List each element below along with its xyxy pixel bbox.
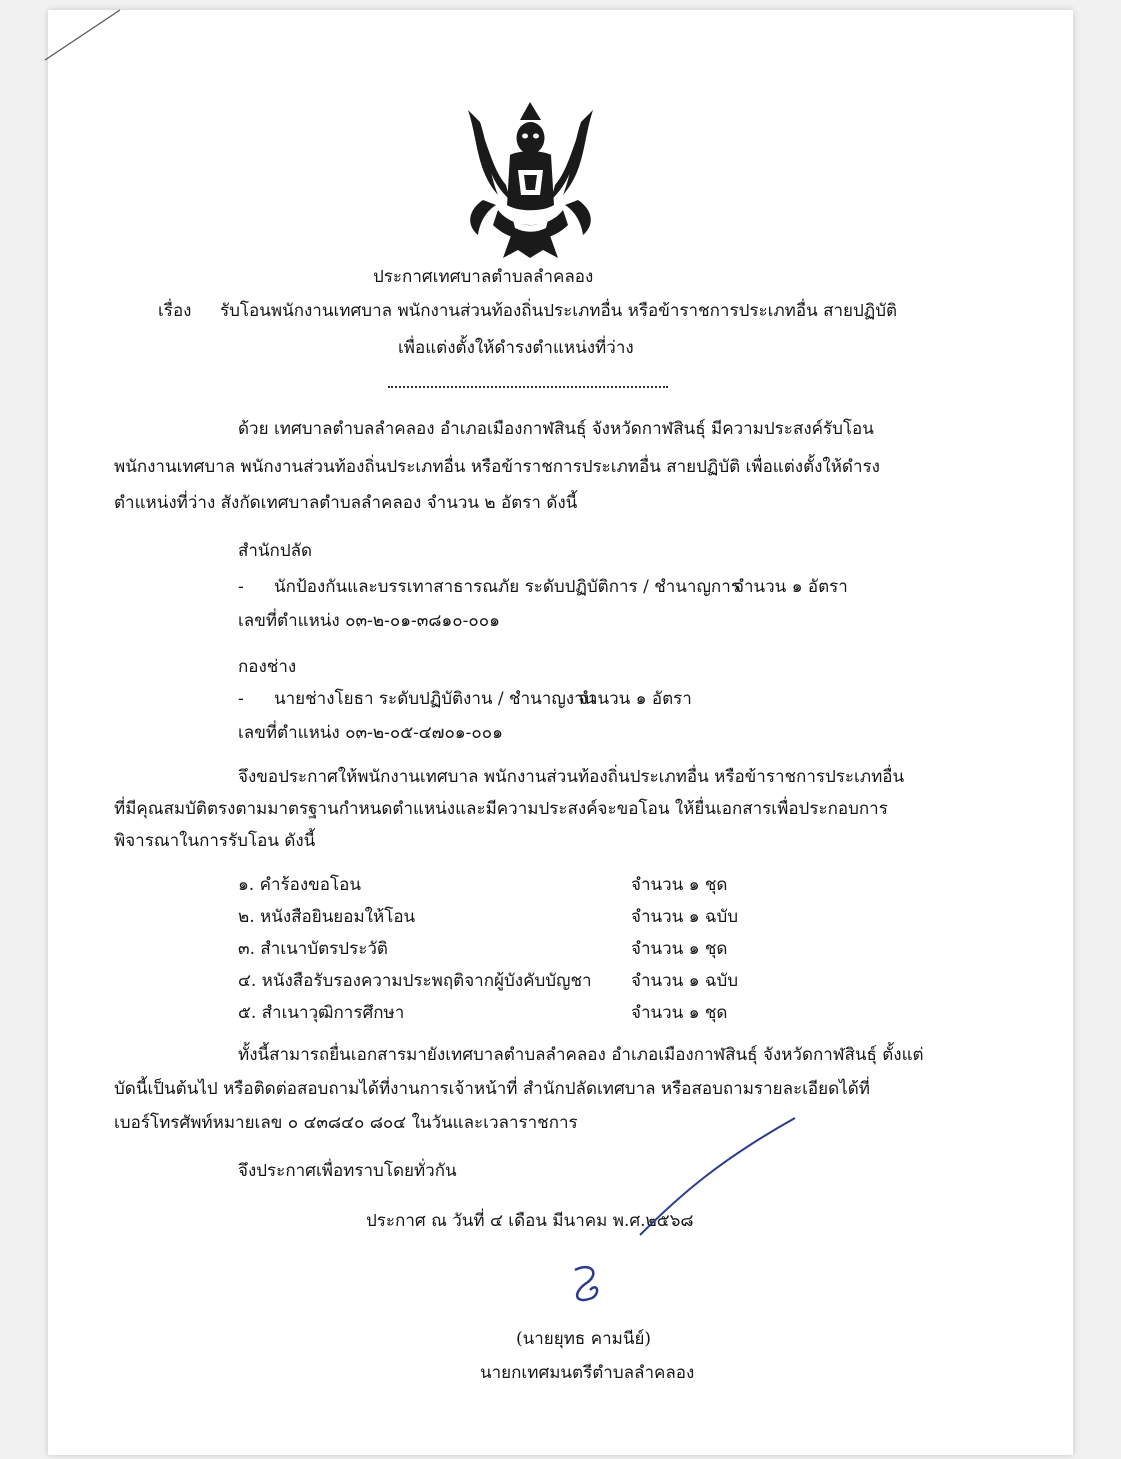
document-qty: จำนวน ๑ ชุด (631, 875, 728, 895)
closing-statement: จึงประกาศเพื่อทราบโดยทั่วกัน (238, 1161, 457, 1181)
position-number: เลขที่ตำแหน่ง ๐๓-๒-๐๑-๓๘๑๐-๐๐๑ (238, 611, 500, 631)
document-item: ๒. หนังสือยินยอมให้โอน (238, 907, 416, 927)
position-title: นายช่างโยธา ระดับปฏิบัติงาน / ชำนาญงาน (274, 689, 596, 709)
position-count: จำนวน ๑ อัตรา (578, 689, 692, 709)
intro-line-3: ตำแหน่งที่ว่าง สังกัดเทศบาลตำบลลำคลอง จำนวน ๒ อัตรา ดังนี้ (114, 493, 578, 513)
subject-line-2: เพื่อแต่งตั้งให้ดำรงตำแหน่งที่ว่าง (398, 338, 634, 358)
document-qty: จำนวน ๑ ฉบับ (631, 971, 739, 991)
position-bullet: - (238, 577, 244, 597)
document-qty: จำนวน ๑ ฉบับ (631, 907, 739, 927)
position-bullet: - (238, 689, 244, 709)
signatory-position: นายกเทศมนตรีตำบลลำคลอง (480, 1363, 695, 1383)
document-item: ๔. หนังสือรับรองความประพฤติจากผู้บังคับบัญชา (238, 971, 592, 991)
announcement-title: ประกาศเทศบาลตำบลลำคลอง (373, 267, 594, 287)
request-line-1: จึงขอประกาศให้พนักงานเทศบาล พนักงานส่วนท้องถิ่นประเภทอื่น หรือข้าราชการประเภทอื่น (238, 767, 905, 787)
unit-name: กองช่าง (238, 657, 297, 677)
position-number: เลขที่ตำแหน่ง ๐๓-๒-๐๕-๔๗๐๑-๐๐๑ (238, 723, 503, 743)
position-count: จำนวน ๑ อัตรา (734, 577, 848, 597)
position-title: นักป้องกันและบรรเทาสาธารณภัย ระดับปฏิบัติการ / ชำนาญการ (274, 577, 740, 597)
submission-line-1: ทั้งนี้สามารถยื่นเอกสารมายังเทศบาลตำบลลำคลอง อำเภอเมืองกาฬสินธุ์ จังหวัดกาฬสินธุ์ ตั้งแต่ (238, 1045, 924, 1065)
document-item: ๓. สำเนาบัตรประวัติ (238, 939, 388, 959)
subject-label: เรื่อง (158, 301, 192, 321)
subject-line-1: รับโอนพนักงานเทศบาล พนักงานส่วนท้องถิ่นประเภทอื่น หรือข้าราชการประเภทอื่น สายปฏิบัติ (220, 301, 898, 321)
document-qty: จำนวน ๑ ชุด (631, 939, 728, 959)
document-page (48, 10, 1073, 1455)
request-line-3: พิจารณาในการรับโอน ดังนี้ (114, 831, 316, 851)
submission-line-2: บัดนี้เป็นต้นไป หรือติดต่อสอบถามได้ที่งานการเจ้าหน้าที่ สำนักปลัดเทศบาล หรือสอบถามรายละเอียดได้ที่ (114, 1079, 870, 1099)
intro-line-2: พนักงานเทศบาล พนักงานส่วนท้องถิ่นประเภทอื่น หรือข้าราชการประเภทอื่น สายปฏิบัติ เพื่อแต่งตั้งให้ดำรง (114, 457, 880, 477)
document-item: ๑. คำร้องขอโอน (238, 875, 361, 895)
signatory-name: (นายยุทธ คามนีย์) (516, 1329, 652, 1349)
garuda-emblem (458, 100, 603, 260)
title-divider (388, 386, 668, 388)
submission-line-3: เบอร์โทรศัพท์หมายเลข ๐ ๔๓๘๔๐ ๘๐๔ ในวันและเวลาราชการ (114, 1113, 578, 1133)
document-item: ๕. สำเนาวุฒิการศึกษา (238, 1003, 405, 1023)
request-line-2: ที่มีคุณสมบัติตรงตามมาตรฐานกำหนดตำแหน่งและมีความประสงค์จะขอโอน ให้ยื่นเอกสารเพื่อประกอบการ (114, 799, 888, 819)
intro-line-1: ด้วย เทศบาลตำบลลำคลอง อำเภอเมืองกาฬสินธุ์ จังหวัดกาฬสินธุ์ มีความประสงค์รับโอน (238, 419, 874, 439)
document-qty: จำนวน ๑ ชุด (631, 1003, 728, 1023)
unit-name: สำนักปลัด (238, 541, 313, 561)
announcement-date: ประกาศ ณ วันที่ ๔ เดือน มีนาคม พ.ศ.๒๕๖๘ (366, 1211, 694, 1231)
